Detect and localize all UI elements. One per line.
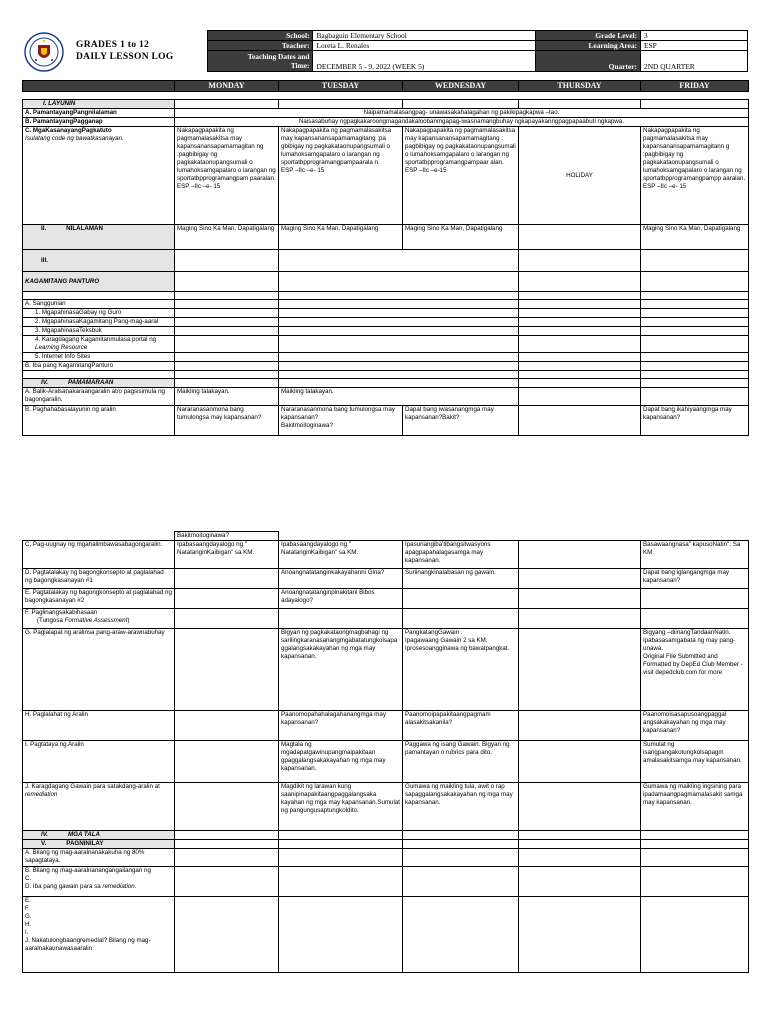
table-row [23,783,749,831]
paglinang-italic: Formative Assessment [64,617,128,624]
kagamitang-panturo-heading: KAGAMITANG PANTURO [23,272,175,292]
days-header-row [23,81,749,92]
table-row [23,849,749,867]
sanggunian-4-italic: Learning Resource [35,344,88,351]
pamantayang-pagganap-value: Naisasabuhay ngpagkakaroongmagandakaloobanmgapag-iwasnamangbuhay ngkapayakanngpagpapaabuti ngkapwa. [175,118,749,127]
mga-tala-heading [23,831,175,840]
table-row [23,318,749,327]
karagdagang-tuesday: Magdikit ng larawan kung saanipinapakitaangpaggalangsaka kayahan ng mga may kapansanan.Sumulat ng pangungusaptungkoldito. [279,783,403,831]
table-row [23,840,749,849]
pamamaraan-heading [23,379,175,388]
sanggunian-label: A. Sanggunian [23,300,175,309]
sanggunian-5: 5. Internet Info Sites [23,353,175,362]
reflection-e: E. [25,897,31,904]
nilalaman-monday: Maging Sino Ka Man, Dapatigalang [175,225,279,250]
sanggunian-2: 2. MgapahinasaKagamitang Pang-mag-aaral [23,318,175,327]
karagdagang-gawain-label [23,783,175,831]
paghahabi-friday: Dapat bang ikahiyaangmga may kapansanan? [641,406,749,436]
pagtatalakay-1-wednesday: Suriinangkinalabasan ng gawain. [403,569,519,589]
paglalapat-label: G. Paglalapat ng aralinsa pang-araw-arawnabuhay [23,629,175,711]
pagtatalakay-1-label: D. Pagtatalakay ng bagongkonsepto at paglalahad ng bagongkasanayan #1 [23,569,175,589]
pamantayang-pangnilalaman-value: Naipamamalasangpag- unawasakahalagahan ng pakikipagkapwa –tao. [175,109,749,118]
tala-num: IV. [41,831,48,838]
reflection-f: F. [25,905,30,912]
kasanayang-friday: Nakapagpapakita ng pagmamalasakitsa may kapansanansapamamagitann g :pagbibigay ng pagkakataonupangsumali o lumahoksamgapalaro o larangan ng sportatbpprogramangpampp aaralan. ESP –IIc –e- 15 [641,127,749,225]
day-monday: MONDAY [175,81,279,92]
table-row [23,589,749,609]
table-row [23,741,749,783]
table-row [23,532,749,541]
paglalapat-tuesday: Bigyan ng pagkakataongmagbahagi ng sarilingkaranasanangmgabatatungkolsapaggalangsakakayahan ng mga may kapansanan. [279,629,403,711]
pamantayang-pagganap-label: B. PamantayangPagganap [23,118,175,127]
pagninilay-num: V. [41,840,47,847]
reflection-j: J. Nakatulongbaangremedial? Bilang ng mag-aaralnakaunawasaaralin. [25,937,151,952]
reflection-i: I. [25,929,29,936]
document-header [20,30,748,75]
tala-label: MGA TALA [68,831,100,838]
reflection-d-end: . [134,883,137,890]
table-row [23,309,749,318]
paglinang-label [23,609,175,629]
nilalaman-wednesday: Maging Sino Ka Man, Dapatigalang [403,225,519,250]
section-iii: III. [23,250,175,272]
day-wednesday: WEDNESDAY [403,81,519,92]
table-row [23,100,749,109]
karagdagang-text: J. Karagdagang Gawain para satakdang-aralin at [25,783,160,790]
table-row [23,569,749,589]
sanggunian-3: 3. MgapahinasaTeksbuk [23,327,175,336]
nilalaman-tuesday: Maging Sino Ka Man, Dapatigalang [279,225,403,250]
balik-aral-label: A. Balik-Aralsanakaraangaralin at/o pagsisimula ng bagongaralin. [23,388,175,406]
spacer-row [23,371,749,379]
table-row [23,541,749,569]
pagninilay-label: PAGNINILAY [66,840,104,847]
pagninilay-heading [23,840,175,849]
paglalahat-tuesday: Paanomopahahalagahanangmga may kapansanan? [279,711,403,741]
karagdagang-italic: remediation [25,791,58,798]
title-daily-lesson-log: DAILY LESSON LOG [76,52,174,62]
continued-tuesday: Bakitmoitoginawa? [175,532,279,541]
iba-pang-kagamitan: B. Iba pang KagamitangPanturo [23,362,175,371]
table-row [23,300,749,309]
table-row [23,225,749,250]
kasanayang-label: C. MgaKasanayangPagkatuto [25,127,112,134]
balik-aral-monday: Maikling talakayan. [175,388,279,406]
dates-label-line2: Time: [290,61,310,70]
school-value: Bagbaguin Elementary School [313,31,536,41]
school-label: School: [208,31,313,41]
kasanayang-wednesday: Nakapagpapakita ng pagmamalasakitsa may kapansanansapamamagitang : pagbibigay ng pagkakataonupangsumali o lumahoksamgapalaro o larangan ng sportatbpprogramangpampaar alan. ESP –IIc –e-15 [403,127,519,225]
pamamaraan-label: PAMAMARAAN [68,379,114,386]
table-row [23,272,749,292]
reflection-a: A. Bilang ng mag-aaralnanakakuha ng 80% sapagtataya. [23,849,175,867]
day-thursday: THURSDAY [519,81,641,92]
kasanayang-tuesday: Nakapagpapakita ng pagmamalasakitsa may kapansanansapamamagitang :pa gbibigay ng pagkakataonupangsumali o lumahoksamgapalaro o larangan ng sportatbpprogramangpampaarala n. ESP –IIc –e- 15 [279,127,403,225]
teacher-label: Teacher: [208,41,313,51]
sanggunian-4-text: 4. Karagdagang Kagamitanmulasa portal ng [35,336,157,343]
table-row [23,109,749,118]
title-grades: GRADES 1 to 12 [76,40,150,50]
pagtatalakay-1-friday: Dapat bang iglangangmga may kapansanan? [641,569,749,589]
day-tuesday: TUESDAY [279,81,403,92]
quarter-value: 2ND QUARTER [641,51,748,72]
kasanayang-sub: Isulatang code ng bawatkasanayan. [25,135,124,142]
pag-uugnay-monday: Ipabasaangdayalogo ng " NatatanginKaibigan" sa KM. [175,541,279,569]
table-row [23,388,749,406]
reflection-b-d [23,867,175,897]
dates-label [208,51,313,72]
lesson-table-part2 [22,531,749,973]
pagtatalakay-1-tuesday: Anoangnatatanginkakayahanni Gina? [279,569,403,589]
table-row [23,406,749,436]
deped-seal-icon [24,32,64,72]
sanggunian-4 [23,336,175,353]
lesson-table-part1 [22,80,749,436]
nilalaman-heading [23,225,175,250]
dates-value: DECEMBER 5 - 9, 2022 (WEEK 5) [313,51,536,72]
table-row [23,336,749,353]
pagtataya-wednesday: Paggawa ng isang Gawain. Bigyan ng pamantayan o rubrics para dito. [403,741,519,783]
pagtataya-friday: Sumulat ng isangpangakotungkolsapagm amalasakitsamga may kapansanan. [641,741,749,783]
pag-uugnay-tuesday: Ipabasaangdayalogo ng " NatatanginKaibigan" sa KM. [279,541,403,569]
table-row [23,118,749,127]
paglalapat-wednesday: PangkatangGawain . Ipagawaang Gawain 2 sa KM. Iprosesoangginawa ng bawatpangkat. [403,629,519,711]
pag-uugnay-label: C. Pag-uugnay ng mgahalimbawasabagongaralin. [23,541,175,569]
kasanayang-thursday: HOLIDAY [519,127,641,225]
karagdagang-wednesday: Gumawa ng maikling tula, awit o rap sapaggalangsakakayahan ng mga may kapansanan. [403,783,519,831]
pagtataya-tuesday: Magtala ng mgadapatgawinupangmaipakitaan gpaggalangsakakayahan ng mga may kapansanan. [279,741,403,783]
paglalapat-friday: Bigyang –diinangTandaanNatin. Ipabasasamgabata ng may pang-unawa. Original File Submitted and Formatted by DepEd Club Member - visit depedclub.com for more [641,629,749,711]
nilalaman-label: NILALAMAN [66,225,103,232]
learning-area-value: ESP [641,41,748,51]
paglinang-text: F. Paglinangsakabihasaan [25,609,98,616]
spacer-row [23,92,749,100]
reflection-d-italic: remediation [102,883,135,890]
kasanayang-pagkatuto-label [23,127,175,225]
day-friday: FRIDAY [641,81,749,92]
spacer-row [23,292,749,300]
balik-aral-tuesday: Maikling talakayan. [279,388,519,406]
pamamaraan-num: IV. [41,379,48,386]
table-row [23,127,749,225]
pag-uugnay-friday: Basawaangnasa" kapusoNatin". Sa KM. [641,541,749,569]
teacher-value: Loreta L. Renales [313,41,536,51]
table-row [23,353,749,362]
paghahabi-monday: Nararanasanmona bang tumulongsa may kapansanan? [175,406,279,436]
paghahabi-label: B. Paghahabasalayunin ng aralin [23,406,175,436]
table-row [23,250,749,272]
reflection-g: G. [25,913,32,920]
reflection-d-text: D. Iba pang gawain para sa [25,883,103,890]
reflection-c: C. [25,875,32,882]
pagtataya-label: I. Pagtataya ng Aralin [23,741,175,783]
table-row [23,609,749,629]
karagdagang-friday: Gumawa ng maikling ingsining para ipadamaangpagmamalasakit samga may kapansanan. [641,783,749,831]
paglalahat-label: H. Paglalahat ng Aralin [23,711,175,741]
pagtatalakay-2-tuesday: Anoangnatatanginpinakitani Bibos adayalogo? [279,589,403,609]
paglinang-close: ) [127,617,130,624]
paghahabi-tuesday: Nararanasanmona bang tumulongsa may kapansanan? Bakitmoitoginawa? [279,406,403,436]
learning-area-label: Learning Area: [536,41,641,51]
table-row [23,362,749,371]
table-row [23,327,749,336]
sanggunian-1: 1. MgapahinasaGabay ng Guro [23,309,175,318]
grade-level-label: Grade Level: [536,31,641,41]
reflection-h: H. [25,921,32,928]
table-row [23,379,749,388]
nilalaman-friday: Maging Sino Ka Man, Dapatigalang [641,225,749,250]
nilalaman-num: II. [41,225,47,232]
grade-level-value: 3 [641,31,748,41]
paglalahat-friday: Paanomoisasapusoangpaggal angsakakayahan ng mga may kapansanan? [641,711,749,741]
paglalahat-wednesday: Paanomoipapakitaangpagmam alasakitsakanila? [403,711,519,741]
table-row [23,711,749,741]
dates-label-line1: Teaching Dates and [247,52,310,61]
reflection-b: B. Bilang ng mag-aaralnanangangailangan ng [25,867,151,874]
table-row [23,897,749,973]
paghahabi-wednesday: Dapat bang iwasanangmga may kapansanan?Bakit? [403,406,519,436]
table-row [23,629,749,711]
pagtatalakay-2-label: E. Pagtatalakay ng bagongkonsepto at paglalahad ng bagongkasanayan #2 [23,589,175,609]
info-table [207,30,748,72]
table-row [23,831,749,840]
paglinang-paren: (Tungosa [37,617,65,624]
kasanayang-monday: Nakapagpapakita ng pagmamalasakitsa may kapansanansapamamagitan ng :pagbibigay ng pagkakataonupangsumali o lumahoksamgapalaro o larangan ng sportatbpprogramangpam paaralan. ESP –IIc –e- 15 [175,127,279,225]
layunin-heading: I. LAYUNIN [23,100,175,109]
reflection-e-j [23,897,175,973]
quarter-label: Quarter: [536,51,641,72]
table-row [23,867,749,897]
pamantayang-pangnilalaman-label: A. PamantayangPangnilalaman [23,109,175,118]
pag-uugnay-wednesday: Ipasuriangiba'tibangsitwasyons apagpapahalagasamga may kapansanan. [403,541,519,569]
